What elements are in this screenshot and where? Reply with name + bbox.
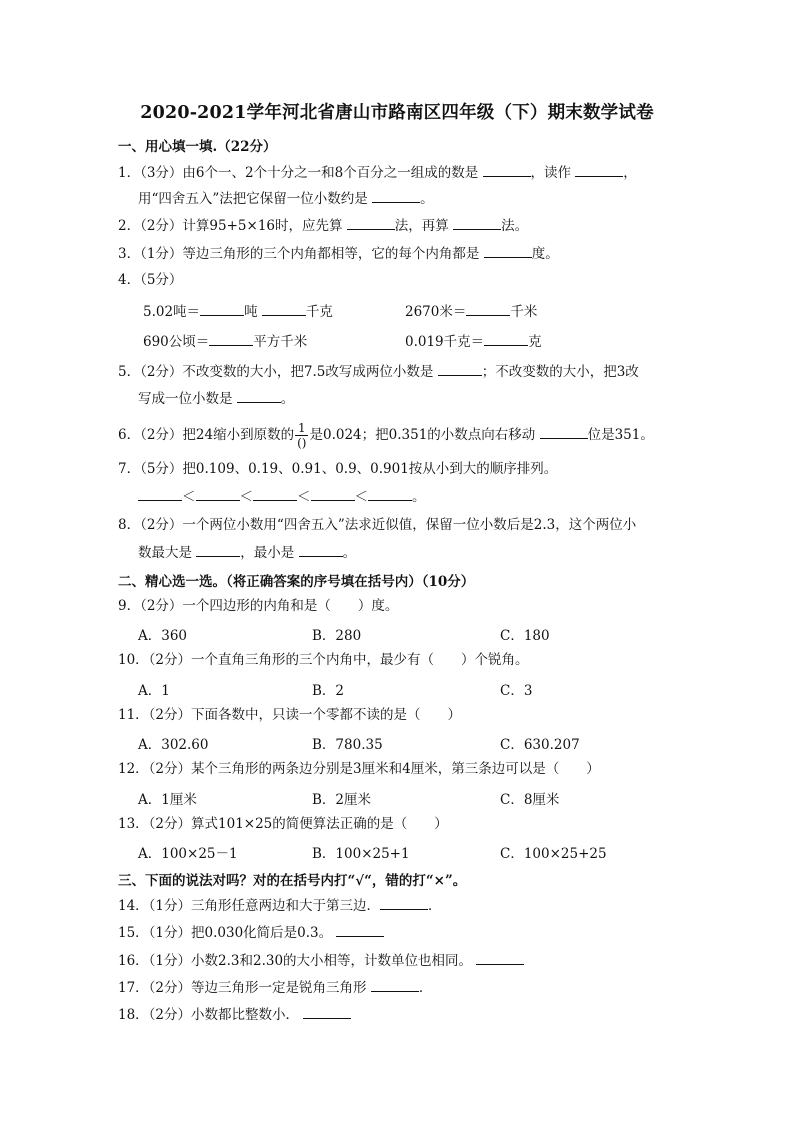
- question-1-line-1: 1．（3分）由6个一、2个十分之一和8个百分之一组成的数是 ，读作 ，: [118, 165, 637, 181]
- option-c[interactable]: C．100×25+25: [500, 846, 607, 862]
- question-9: 9．（2分）一个四边形的内角和是（ ）度。: [118, 598, 399, 614]
- option-b[interactable]: B．2厘米: [312, 792, 372, 808]
- question-18: 18．（2分）小数都比整数小．: [118, 1005, 351, 1024]
- question-11: 11．（2分）下面各数中，只读一个零都不读的是（ ）: [118, 707, 462, 723]
- question-17: 17．（2分）等边三角形一定是锐角三角形 ．: [118, 980, 433, 996]
- section-1-heading: 一、用心填一填.（22分）: [118, 139, 277, 155]
- question-8-line-1: 8．（2分）一个两位小数用“四舍五入”法求近似值，保留一位小数后是2.3，这个两位小: [118, 517, 637, 533]
- answer-blank[interactable]: [237, 389, 281, 403]
- answer-blank[interactable]: [476, 951, 524, 965]
- question-4-row-2-left: 690公顷＝ 平方千米: [143, 334, 308, 350]
- question-5-line-1: 5．（2分）不改变数的大小，把7.5改写成两位小数是 ；不改变数的大小，把3改: [118, 364, 639, 380]
- option-c[interactable]: C．8厘米: [500, 792, 560, 808]
- option-b[interactable]: B．2: [312, 683, 345, 699]
- option-a[interactable]: A．1厘米: [138, 792, 197, 808]
- answer-blank[interactable]: [299, 543, 343, 557]
- option-a[interactable]: A．1: [138, 683, 170, 699]
- question-8-line-2: 数最大是 ，最小是 。: [138, 545, 357, 561]
- option-c[interactable]: C．180: [500, 628, 550, 644]
- answer-blank[interactable]: [453, 216, 501, 230]
- answer-blank[interactable]: [196, 543, 240, 557]
- answer-blank[interactable]: [209, 332, 253, 346]
- answer-blank[interactable]: [466, 302, 510, 316]
- answer-blank[interactable]: [380, 896, 428, 910]
- option-c[interactable]: C．3: [500, 683, 533, 699]
- answer-blank[interactable]: [303, 1005, 351, 1019]
- answer-blank[interactable]: [483, 163, 531, 177]
- section-2-heading: 二、精心选一选。（将正确答案的序号填在括号内）（10分）: [118, 574, 475, 590]
- answer-blank[interactable]: [484, 332, 528, 346]
- answer-blank[interactable]: [336, 923, 384, 937]
- option-b[interactable]: B．780.35: [312, 737, 383, 753]
- question-2: 2．（2分）计算95+5×16时，应先算 法，再算 法。: [118, 218, 529, 234]
- question-15: 15．（1分）把0.030化简后是0.3。: [118, 923, 384, 942]
- question-4-row-1-left: 5.02吨＝ 吨 千克: [143, 304, 333, 320]
- answer-blank[interactable]: [372, 189, 420, 203]
- answer-blank[interactable]: [311, 487, 355, 501]
- question-5-line-2: 写成一位小数是 。: [138, 391, 295, 407]
- option-a[interactable]: A．302.60: [138, 737, 209, 753]
- question-4-row-2-right: 0.019千克＝ 克: [405, 334, 542, 350]
- question-7-answer-row: ＜ ＜ ＜ ＜ 。: [138, 487, 426, 506]
- option-a[interactable]: A．100×25－1: [138, 846, 238, 862]
- fraction: $\frac{1}{()}$: [297, 421, 307, 450]
- answer-blank[interactable]: [575, 163, 623, 177]
- question-16: 16．（1分）小数2.3和2.30的大小相等，计数单位也相同。: [118, 951, 524, 970]
- answer-blank[interactable]: [253, 487, 297, 501]
- option-b[interactable]: B．280: [312, 628, 362, 644]
- answer-blank[interactable]: [347, 216, 395, 230]
- question-13: 13．（2分）算式101×25的简便算法正确的是（ ）: [118, 816, 448, 832]
- answer-blank[interactable]: [484, 244, 532, 258]
- page-title: 2020-2021学年河北省唐山市路南区四年级（下）期末数学试卷: [140, 103, 654, 123]
- question-4-heading: 4．（5分）: [118, 272, 183, 288]
- question-1-line-2: 用“四舍五入”法把它保留一位小数约是 。: [138, 191, 434, 207]
- question-10: 10．（2分）一个直角三角形的三个内角中，最少有（ ）个锐角。: [118, 652, 529, 668]
- answer-blank[interactable]: [196, 487, 240, 501]
- answer-blank[interactable]: [438, 362, 482, 376]
- option-a[interactable]: A．360: [138, 628, 188, 644]
- answer-blank[interactable]: [368, 487, 412, 501]
- question-14: 14．（1分）三角形任意两边和大于第三边． ．: [118, 898, 442, 914]
- option-b[interactable]: B．100×25+1: [312, 846, 410, 862]
- question-6: 6．（2分）把24缩小到原数的 $\frac{1}{()}$ 是0.024；把0.351的小数点向右移动 位是351。: [118, 421, 654, 450]
- answer-blank[interactable]: [138, 487, 182, 501]
- answer-blank[interactable]: [200, 302, 244, 316]
- question-7: 7．（5分）把0.109、0.19、0.91、0.9、0.901按从小到大的顺序排列。: [118, 461, 558, 477]
- question-3: 3．（1分）等边三角形的三个内角都相等，它的每个内角都是 度。: [118, 246, 559, 262]
- question-12: 12．（2分）某个三角形的两条边分别是3厘米和4厘米，第三条边可以是（ ）: [118, 761, 600, 777]
- section-3-heading: 三、下面的说法对吗？对的在括号内打“√“，错的打“×”。: [118, 873, 467, 889]
- answer-blank[interactable]: [371, 978, 419, 992]
- answer-blank[interactable]: [540, 425, 588, 439]
- question-4-row-1-right: 2670米＝ 千米: [405, 304, 538, 320]
- answer-blank[interactable]: [262, 302, 306, 316]
- option-c[interactable]: C．630.207: [500, 737, 580, 753]
